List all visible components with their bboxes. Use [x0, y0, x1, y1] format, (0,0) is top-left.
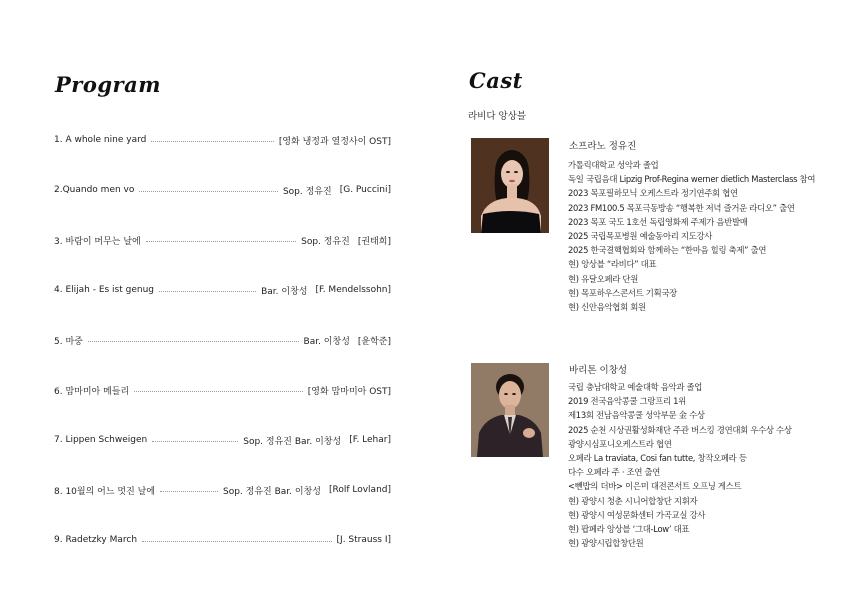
program-item [54, 532, 391, 548]
program-item-title: 3. 바람이 머무는 날에 [54, 236, 141, 247]
bio-line: 현) 유달오페라 단원 [568, 273, 639, 284]
program-item-title: 9. Radetzky March [54, 535, 138, 545]
program-item-composer: [G. Puccini] [339, 185, 391, 195]
program-item-title: 6. 맘마미아 메들리 [54, 386, 130, 397]
soprano-portrait-icon [471, 138, 549, 233]
bio-line: <뺀밥의 더바> 이은미 대전콘서트 오프닝 게스트 [568, 481, 742, 492]
cast-heading: Cast [469, 68, 523, 93]
bio-line: 제13회 전남음악콩쿨 성악부문 金 수상 [568, 410, 705, 421]
dotted-leader [160, 491, 218, 492]
cast-member-name: 소프라노 정유진 [569, 141, 637, 152]
bio-line: 2023 FM100.5 목포극동방송 “행복한 저녁 즐거운 라디오” 출연 [568, 202, 795, 213]
program-item-composer: [Rolf Lovland] [328, 485, 391, 495]
dotted-leader [88, 341, 299, 342]
bio-line: 독일 국립음대 Lipzig Prof-Regina werner dietlich Masterclass 참여 [568, 174, 816, 185]
dotted-leader [139, 191, 278, 192]
bio-line: 2019 전국음악콩쿨 그랑프리 1위 [568, 396, 686, 407]
program-item-composer: [F. Lehar] [349, 435, 391, 445]
bio-line: 오페라 La traviata, Cosi fan tutte, 창작오페라 등 [568, 452, 747, 463]
bio-line: 국립 충남대학교 예술대학 음악과 졸업 [568, 382, 703, 392]
program-item-performer: Bar. 이창성 [303, 336, 350, 347]
bio-line: 2023 목포 국도 1호선 독립영화제 주제가 음반발매 [568, 216, 748, 227]
ensemble-name: 라비다 앙상블 [468, 111, 527, 122]
bio-line: 가톨릭대학교 성악과 졸업 [568, 160, 659, 170]
program-item-title: 5. 마중 [54, 336, 83, 347]
program-item-title: 1. A whole nine yard [54, 135, 147, 145]
program-item-composer: [영화 냉정과 열정사이 OST] [278, 136, 391, 147]
program-item-performer: Bar. 이창성 [261, 286, 308, 297]
cast-member-name: 바리톤 이창성 [569, 365, 628, 376]
bio-line: 현) 앙상블 “라비다” 대표 [568, 259, 657, 270]
dotted-leader [142, 541, 332, 542]
program-heading: Program [55, 72, 161, 97]
bio-line: 2025 국립목포병원 예술동아리 지도강사 [568, 230, 713, 241]
program-item [54, 232, 391, 248]
dotted-leader [146, 241, 296, 242]
program-item-composer: [영화 맘마미아 OST] [307, 386, 391, 397]
bio-line: 현) 광양시 여성문화센터 가곡교실 강사 [568, 509, 706, 520]
program-item [54, 332, 391, 348]
dotted-leader [134, 391, 303, 392]
program-item [54, 432, 391, 448]
bio-line: 광양시심포니오케스트라 협연 [568, 438, 672, 449]
program-item-performer: Sop. 정유진 [301, 236, 350, 247]
program-item-composer: [F. Mendelssohn] [315, 285, 391, 295]
bio-line: 2025 한국결핵협회와 함께하는 “한마음 힐링 축제” 출연 [568, 245, 767, 256]
dotted-leader [151, 141, 274, 142]
program-item [54, 182, 391, 198]
cast-member-bio [568, 158, 815, 314]
program-item-title: 8. 10월의 어느 멋진 날에 [54, 486, 156, 497]
dotted-leader [159, 291, 256, 292]
program-item [54, 282, 391, 298]
program-item [54, 482, 391, 498]
bio-line: 현) 광양시 청춘 시니어합창단 지휘자 [568, 495, 698, 506]
bio-line: 다수 오페라 주 · 조연 출연 [568, 467, 661, 478]
program-item-composer: [윤학준] [357, 336, 391, 347]
baritone-portrait-icon [471, 363, 549, 457]
dotted-leader [152, 441, 238, 442]
bio-line: 현) 목포하우스콘서트 기획국장 [568, 287, 677, 298]
program-item-composer: [권태희] [357, 236, 391, 247]
program-item-composer: [J. Strauss I] [336, 535, 391, 545]
program-item [54, 382, 391, 398]
bio-line: 2025 순천 시상권활성화재단 주관 버스킹 경연대회 우수상 수상 [568, 424, 792, 435]
program-item-performer: Sop. 정유진 [282, 186, 332, 197]
bio-line: 현) 신안음악협회 회원 [568, 301, 646, 312]
bio-line: 2023 목포필하모닉 오케스트라 정기연주회 협연 [568, 188, 738, 199]
program-item-performer: Sop. 정유진 Bar. 이창성 [243, 436, 342, 447]
program-item [54, 132, 391, 148]
cast-member-bio [568, 380, 792, 550]
program-item-title: 4. Elijah - Es ist genug [54, 285, 155, 295]
bio-line: 현) 광양시립합창단원 [568, 538, 644, 549]
program-item-title: 7. Lippen Schweigen [54, 435, 148, 445]
program-item-performer: Sop. 정유진 Bar. 이창성 [223, 486, 321, 497]
bio-line: 현) 팝페라 앙상블 ‘그대-Low’ 대표 [568, 523, 690, 534]
program-item-title: 2.Quando men vo [54, 185, 135, 195]
